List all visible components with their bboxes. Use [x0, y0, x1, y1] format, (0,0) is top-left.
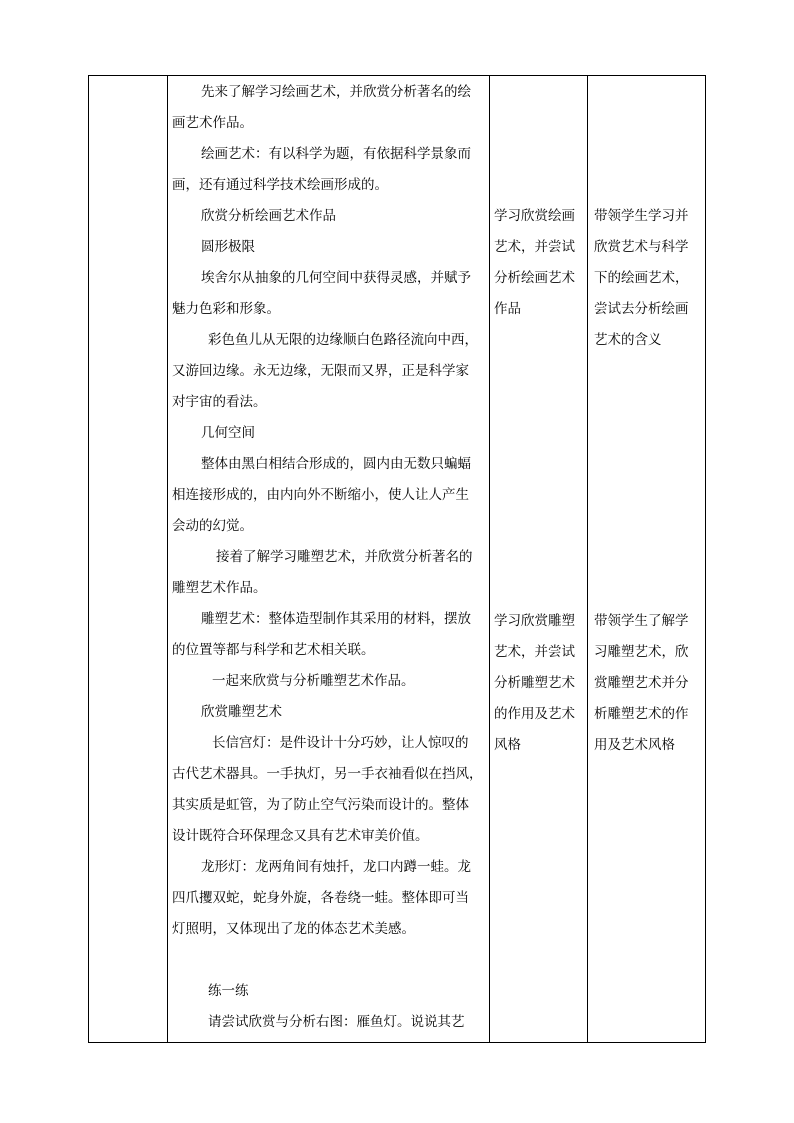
section-heading: 欣赏分析绘画艺术作品	[201, 208, 336, 224]
teacher-activity-line: 带领学生了解学	[594, 613, 689, 629]
teacher-activity-line: 艺术的含义	[594, 332, 662, 348]
content-line: 又游回边缘。永无边缘，无限而又界，正是科学家	[172, 363, 469, 379]
content-line: 接着了解学习雕塑艺术，并欣赏分析著名的	[216, 549, 473, 565]
content-line: 相连接形成的，由内向外不断缩小，使人让人产生	[172, 487, 469, 503]
content-line: 请尝试欣赏与分析右图：雁鱼灯。说说其艺	[208, 1014, 465, 1030]
content-line: 古代艺术器具。一手执灯，另一手衣袖看似在挡风，	[172, 766, 483, 782]
student-activity-line: 学习欣赏绘画	[494, 208, 575, 224]
content-line: 整体由黑白相结合形成的，圆内由无数只蝙蝠	[201, 456, 471, 472]
column-divider-3	[587, 76, 588, 1042]
student-activity-line: 作品	[494, 301, 521, 317]
teacher-activity-line: 析雕塑艺术的作	[594, 706, 689, 722]
content-line: 彩色鱼儿从无限的边缘顺白色路径流向中西，	[208, 332, 478, 348]
teacher-activity-line: 下的绘画艺术，	[594, 270, 689, 286]
blank-line	[172, 945, 488, 976]
content-line: 四爪攫双蛇，蛇身外旋，各卷绕一蛙。整体即可当	[172, 890, 469, 906]
content-line: 先来了解学习绘画艺术，并欣赏分析著名的绘	[201, 84, 471, 100]
content-line: 魅力色彩和形象。	[172, 301, 280, 317]
content-line: 雕塑艺术作品。	[172, 580, 267, 596]
section-heading: 欣赏雕塑艺术	[201, 704, 282, 720]
teacher-activity-line: 赏雕塑艺术并分	[594, 675, 689, 691]
lesson-plan-table	[88, 75, 706, 1043]
teacher-activity-line: 尝试去分析绘画	[594, 301, 689, 317]
column-divider-1	[167, 76, 168, 1042]
teacher-activity-line: 欣赏艺术与科学	[594, 239, 689, 255]
student-activity-line: 艺术，并尝试	[494, 239, 575, 255]
content-line: 其实质是虹管，为了防止空气污染而设计的。整体	[172, 797, 469, 813]
student-activity-block-1	[494, 201, 582, 325]
student-activity-line: 艺术，并尝试	[494, 644, 575, 660]
teaching-content-column	[172, 77, 488, 1038]
student-activity-line: 的作用及艺术	[494, 706, 575, 722]
student-activity-block-2	[494, 606, 582, 761]
teacher-activity-block-1	[594, 201, 702, 356]
student-activity-line: 分析绘画艺术	[494, 270, 575, 286]
teacher-activity-block-2	[594, 606, 702, 761]
student-activity-line: 学习欣赏雕塑	[494, 613, 575, 629]
content-line: 画艺术作品。	[172, 115, 253, 131]
teacher-activity-line: 带领学生学习并	[594, 208, 689, 224]
content-line: 绘画艺术：有以科学为题，有依据科学景象而	[201, 146, 471, 162]
content-line: 对宇宙的看法。	[172, 394, 267, 410]
artwork-title: 圆形极限	[201, 239, 255, 255]
content-line: 会动的幻觉。	[172, 518, 253, 534]
student-activity-line: 风格	[494, 737, 521, 753]
content-line: 的位置等都与科学和艺术相关联。	[172, 642, 375, 658]
content-line: 设计既符合环保理念又具有艺术审美价值。	[172, 828, 429, 844]
column-divider-2	[489, 76, 490, 1042]
content-line: 灯照明，又体现出了龙的体态艺术美感。	[172, 921, 415, 937]
teacher-activity-line: 用及艺术风格	[594, 737, 675, 753]
exercise-heading: 练一练	[208, 983, 249, 999]
artwork-title: 几何空间	[201, 425, 255, 441]
student-activity-line: 分析雕塑艺术	[494, 675, 575, 691]
content-line: 雕塑艺术：整体造型制作其采用的材料，摆放	[201, 611, 471, 627]
content-line: 埃舍尔从抽象的几何空间中获得灵感，并赋予	[201, 270, 471, 286]
content-line: 长信宫灯：是件设计十分巧妙，让人惊叹的	[212, 735, 469, 751]
content-line: 一起来欣赏与分析雕塑艺术作品。	[212, 673, 415, 689]
teacher-activity-line: 习雕塑艺术，欣	[594, 644, 689, 660]
content-line: 画，还有通过科学技术绘画形成的。	[172, 177, 388, 193]
content-line: 龙形灯：龙两角间有烛扦，龙口内蹲一蛙。龙	[201, 859, 471, 875]
